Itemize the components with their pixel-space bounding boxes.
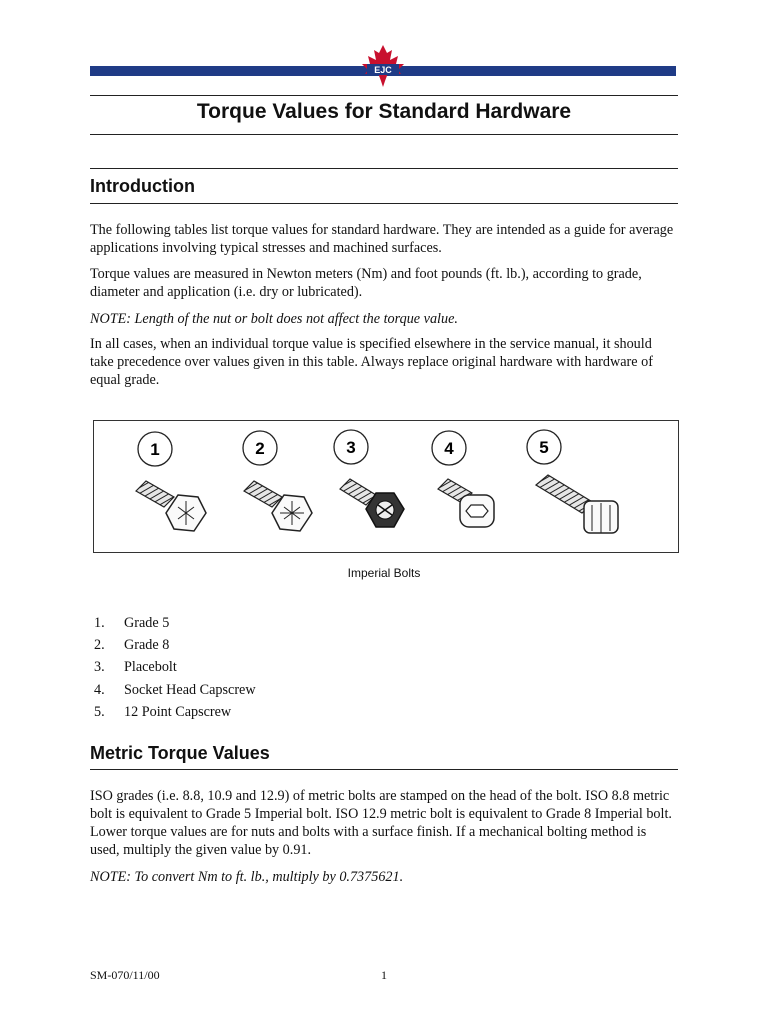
callout-1 bbox=[138, 432, 172, 466]
bolt-placebolt bbox=[340, 479, 404, 527]
bolt-grade-8 bbox=[244, 481, 312, 531]
callout-4 bbox=[432, 431, 466, 465]
intro-paragraph-2: Torque values are measured in Newton meters (Nm) and foot pounds (ft. lb.), according to grade, diameter and application (i.e. dry or lubricated). bbox=[90, 266, 642, 300]
bolt-12-point bbox=[536, 475, 618, 533]
callout-5 bbox=[527, 430, 561, 464]
maple-leaf-icon bbox=[358, 44, 408, 88]
svg-text:4: 4 bbox=[444, 439, 454, 458]
section-rule-bottom bbox=[90, 203, 678, 204]
footer-doc-id: SM-070/11/00 bbox=[90, 968, 160, 982]
figure-caption: Imperial Bolts bbox=[347, 566, 421, 580]
bolts-figure bbox=[93, 420, 679, 553]
metric-paragraph: ISO grades (i.e. 8.8, 10.9 and 12.9) of metric bolts are stamped on the head of the bolt. ISO 8.8 metric bolt is equivalent to Grade 5 Imperial bolt. ISO 12.9 metric bolt is equivalent to Grade 8 Imperial bolt. Lower torque values are for nuts and bolts with a surface finish. If a mechanical bolting method is used, multiply the given value by 0.91. bbox=[90, 788, 672, 858]
logo-text: EJC bbox=[374, 65, 392, 75]
title-rule-bottom bbox=[90, 134, 678, 135]
bolt-grade-5 bbox=[136, 481, 206, 531]
callout-3 bbox=[334, 430, 368, 464]
title-rule-top bbox=[90, 95, 678, 96]
svg-text:2: 2 bbox=[255, 439, 265, 458]
metric-note: NOTE: To convert Nm to ft. lb., multiply by 0.7375621. bbox=[90, 869, 404, 885]
svg-text:5: 5 bbox=[539, 438, 549, 457]
section-rule-top bbox=[90, 168, 678, 169]
section-heading-introduction: Introduction bbox=[90, 176, 195, 196]
company-logo bbox=[358, 44, 408, 88]
intro-paragraph-1: The following tables list torque values for standard hardware. They are intended as a guide for average applications involving typical stresses and machined surfaces. bbox=[90, 222, 674, 256]
footer-page-number: 1 bbox=[381, 968, 387, 982]
intro-note: NOTE: Length of the nut or bolt does not affect the torque value. bbox=[90, 311, 458, 327]
intro-paragraph-3: In all cases, when an individual torque value is specified elsewhere in the service manual, it should take precedence over values given in this table. Always replace original hardware with hardware of equal grade. bbox=[90, 336, 653, 388]
svg-text:3: 3 bbox=[346, 438, 356, 457]
svg-text:1: 1 bbox=[150, 440, 160, 459]
bolt-socket-head bbox=[438, 479, 494, 527]
section-heading-metric: Metric Torque Values bbox=[90, 743, 270, 763]
page-title: Torque Values for Standard Hardware bbox=[196, 100, 572, 123]
callout-2 bbox=[243, 431, 277, 465]
section-rule-metric bbox=[90, 769, 678, 770]
